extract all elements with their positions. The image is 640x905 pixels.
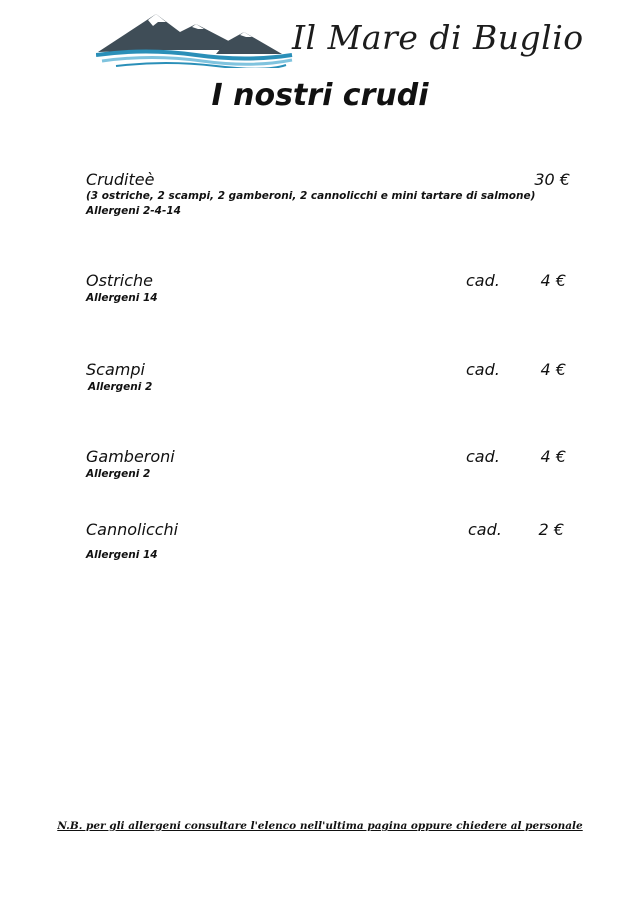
item-name-scampi: Scampi xyxy=(86,360,145,379)
item-allergens-crudite: Allergeni 2-4-14 xyxy=(86,205,181,217)
mountain-waves-icon xyxy=(96,8,296,68)
item-allergens-cannolicchi: Allergeni 14 xyxy=(86,549,158,561)
page-title: I nostri crudi xyxy=(211,78,429,113)
item-allergens-scampi: Allergeni 2 xyxy=(88,381,153,393)
item-name-ostriche: Ostriche xyxy=(86,271,154,290)
item-price-ostriche: 4 € xyxy=(540,271,566,290)
item-price-scampi: 4 € xyxy=(540,360,566,379)
item-price-gamberoni: 4 € xyxy=(540,447,566,466)
item-allergens-gamberoni: Allergeni 2 xyxy=(86,468,151,480)
item-name-crudite: Cruditeè xyxy=(86,170,155,189)
item-name-cannolicchi: Cannolicchi xyxy=(86,520,179,539)
item-unit-gamberoni: cad. xyxy=(466,447,500,466)
item-allergens-ostriche: Allergeni 14 xyxy=(86,292,158,304)
item-price-cannolicchi: 2 € xyxy=(538,520,564,539)
item-unit-cannolicchi: cad. xyxy=(468,520,502,539)
item-price-crudite: 30 € xyxy=(534,170,570,189)
item-unit-ostriche: cad. xyxy=(466,271,500,290)
item-unit-scampi: cad. xyxy=(466,360,500,379)
item-name-gamberoni: Gamberoni xyxy=(86,447,175,466)
footer-note: N.B. per gli allergeni consultare l'elenco nell'ultima pagina oppure chiedere al personale xyxy=(57,820,583,832)
brand-name: Il Mare di Buglio xyxy=(292,18,584,57)
item-description-crudite: (3 ostriche, 2 scampi, 2 gamberoni, 2 cannolicchi e mini tartare di salmone) xyxy=(86,190,536,202)
